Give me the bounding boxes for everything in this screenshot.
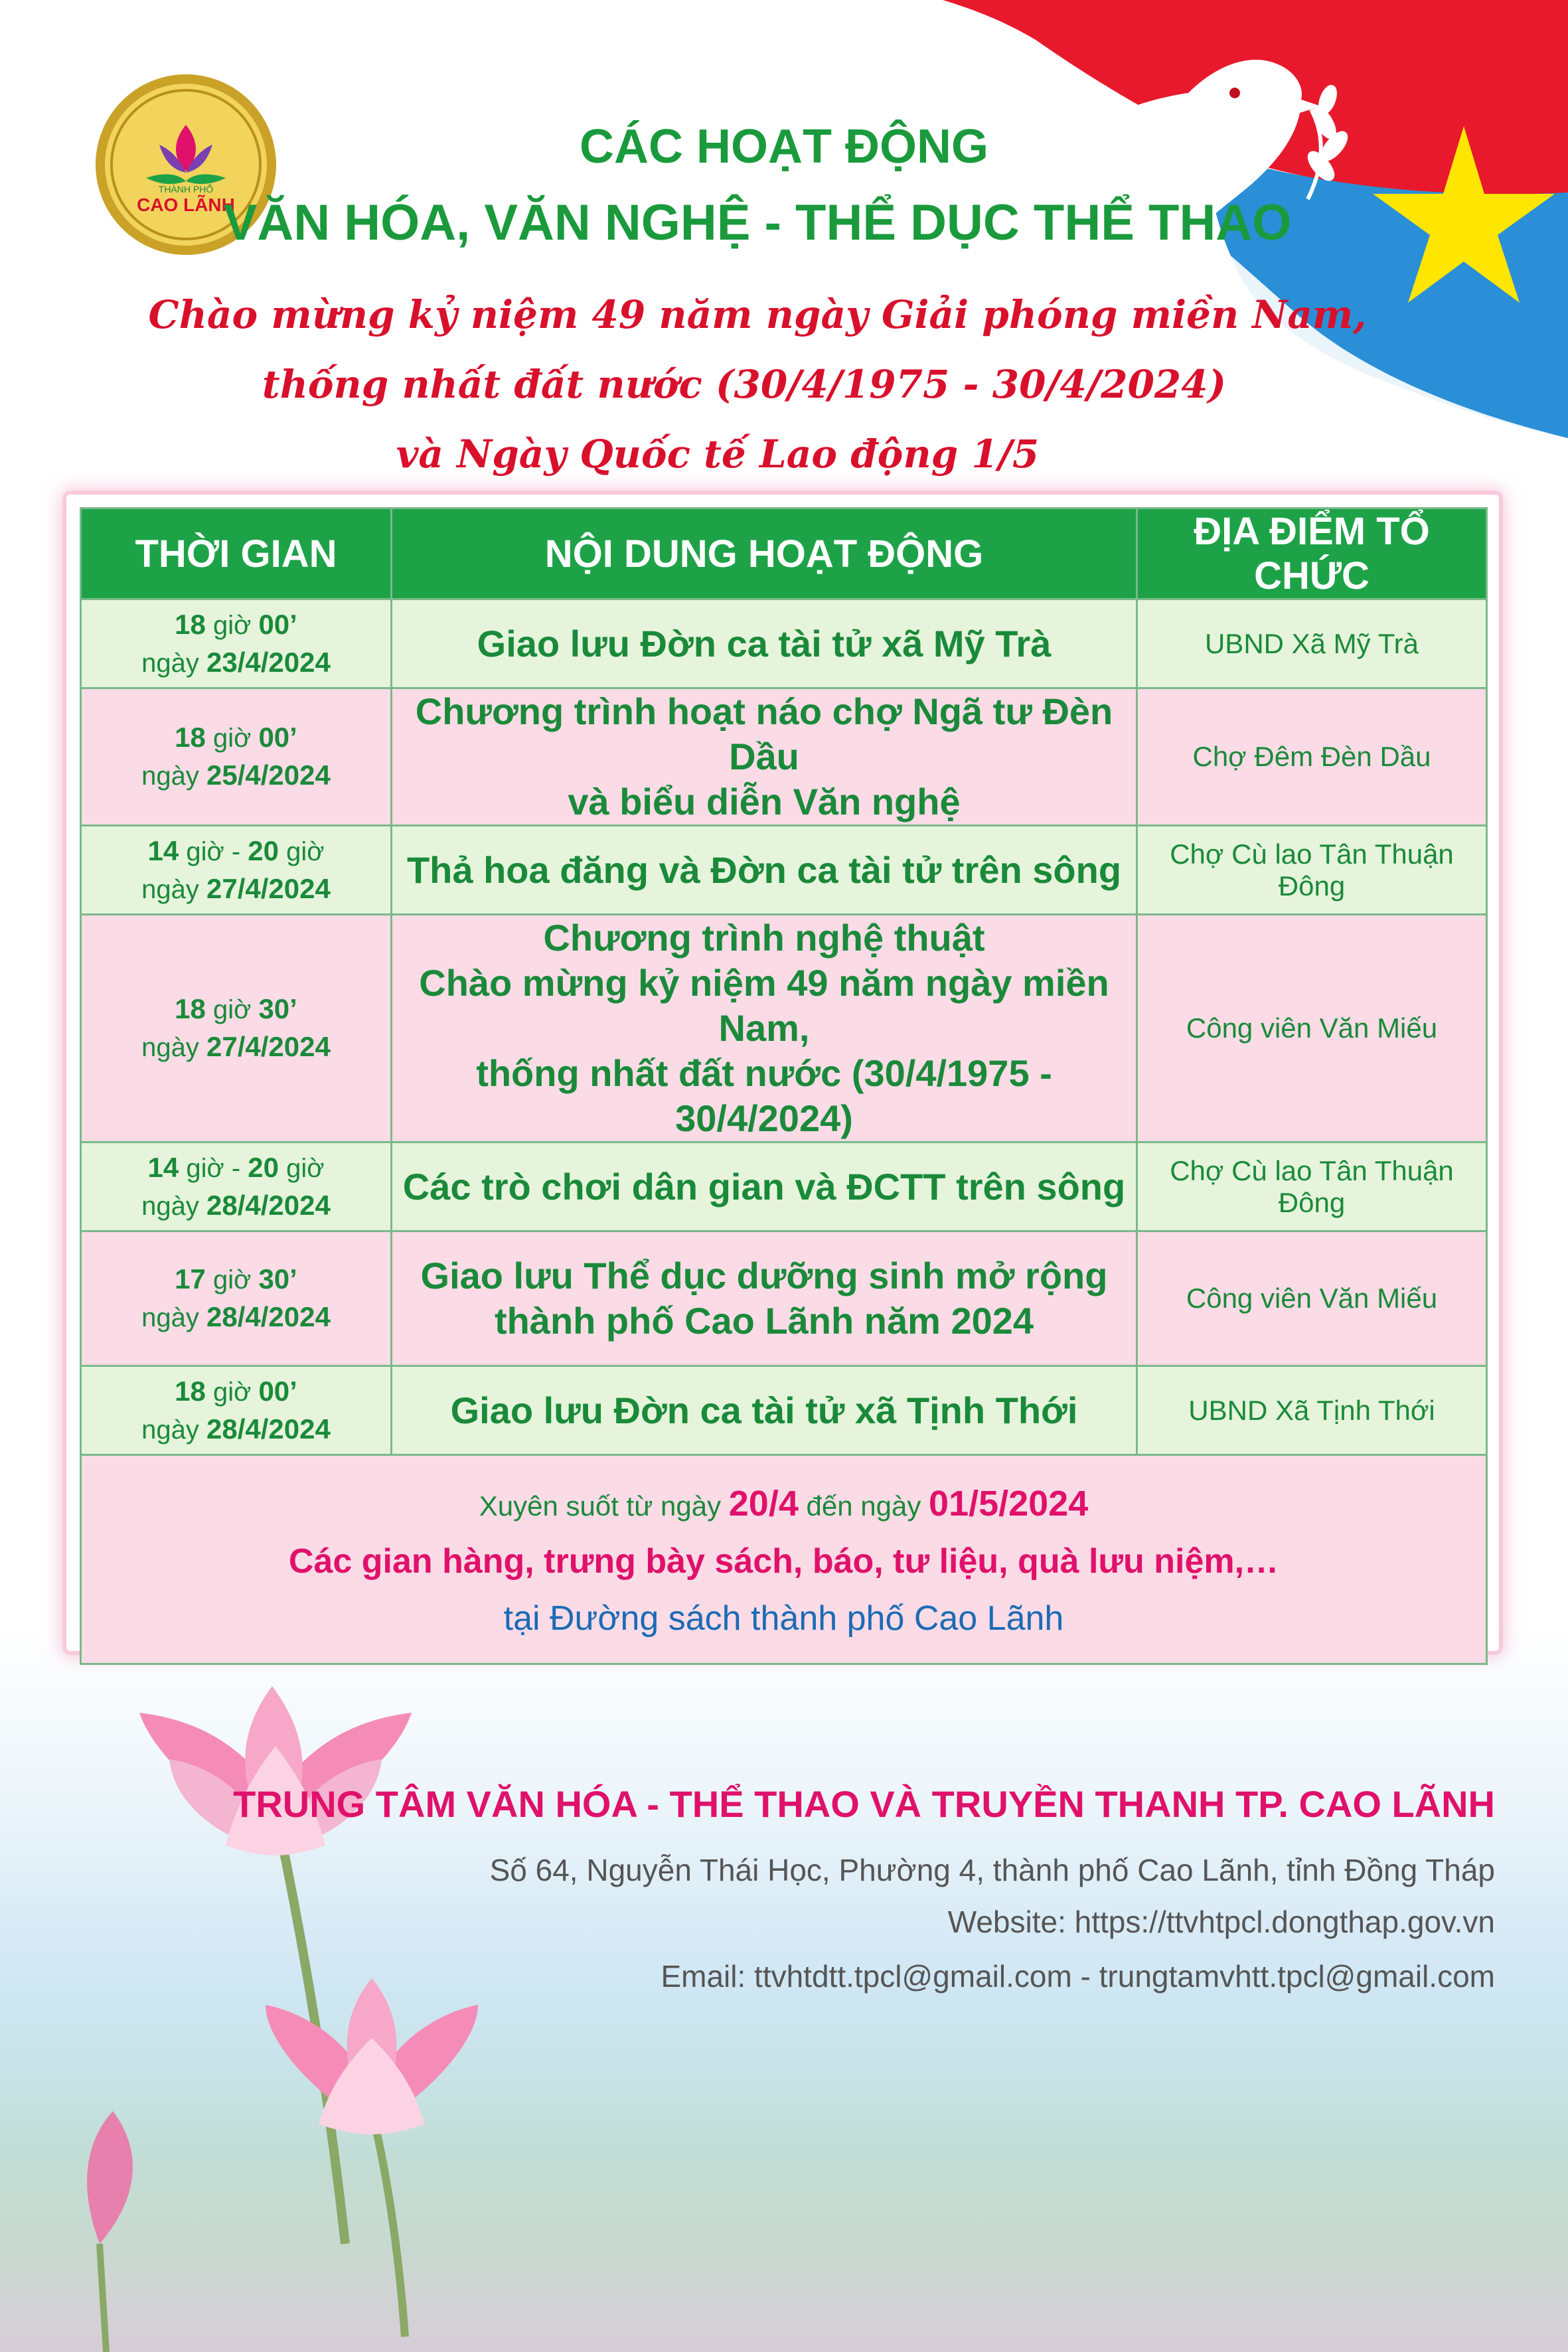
time-unit: giờ — [205, 995, 259, 1024]
place-cell: Công viên Văn Miếu — [1137, 915, 1487, 1142]
footer-end-date: 01/5/2024 — [929, 1484, 1089, 1524]
time-cell — [81, 599, 392, 688]
table-row — [81, 688, 1487, 826]
content-cell — [392, 599, 1137, 688]
content-cell — [392, 1142, 1137, 1231]
date-value: 28/4/2024 — [206, 1413, 331, 1445]
organizer-website: Website: https://ttvhtpcl.dongthap.gov.vn — [947, 1905, 1495, 1939]
time-unit: giờ — [205, 1377, 259, 1407]
footer-text: đến ngày — [798, 1490, 929, 1522]
place-cell: Chợ Đêm Đèn Dầu — [1137, 688, 1487, 826]
footer-line3: tại Đường sách thành phố Cao Lãnh — [503, 1599, 1064, 1638]
subtitle-line1: Chào mừng kỷ niệm 49 năm ngày Giải phóng miền Nam, — [148, 292, 1367, 337]
date-value: 27/4/2024 — [206, 872, 331, 904]
time-unit: giờ - — [179, 836, 248, 866]
date-value: 27/4/2024 — [206, 1031, 331, 1062]
time-unit: giờ — [205, 1265, 259, 1294]
table-row — [81, 915, 1487, 1142]
logo-text-main: CAO LÃNH — [137, 195, 235, 215]
footer-line2: Các gian hàng, trưng bày sách, báo, tư liệu, quà lưu niệm,… — [288, 1542, 1279, 1581]
content-cell — [392, 1366, 1137, 1455]
place-cell: UBND Xã Mỹ Trà — [1137, 599, 1487, 688]
table-row — [81, 599, 1487, 688]
date-prefix: ngày — [141, 648, 206, 678]
page-title-line2: VĂN HÓA, VĂN NGHỆ - THỂ DỤC THỂ THAO — [223, 195, 1292, 251]
time-unit: giờ — [205, 610, 259, 640]
time-cell — [81, 826, 392, 915]
time-minute: 20 — [248, 834, 279, 866]
time-minute: 00’ — [258, 722, 297, 753]
date-prefix: ngày — [141, 874, 206, 904]
organizer-name: TRUNG TÂM VĂN HÓA - THỂ THAO VÀ TRUYỀN THANH TP. CAO LÃNH — [233, 1783, 1495, 1825]
time-hour: 18 — [175, 608, 206, 640]
date-prefix: ngày — [141, 1033, 206, 1062]
time-minute: 30’ — [258, 993, 297, 1024]
table-row — [81, 826, 1487, 915]
content-cell — [392, 915, 1137, 1142]
logo-text-top: THÀNH PHỐ — [158, 184, 214, 195]
date-prefix: ngày — [141, 1191, 206, 1221]
organizer-email: Email: ttvhtdtt.tpcl@gmail.com - trungtamvhtt.tpcl@gmail.com — [661, 1959, 1495, 1994]
time-hour: 14 — [147, 834, 179, 866]
time-unit: giờ — [278, 1153, 325, 1183]
time-cell — [81, 1366, 392, 1455]
date-prefix: ngày — [141, 1303, 206, 1332]
header-content: NỘI DUNG HOẠT ĐỘNG — [392, 509, 1137, 599]
footer-start-date: 20/4 — [728, 1484, 799, 1524]
date-value: 25/4/2024 — [206, 759, 331, 791]
content-line: Chào mừng kỷ niệm 49 năm ngày miền Nam, — [419, 962, 1109, 1049]
content-line: Giao lưu Thể dục dưỡng sinh mở rộng — [420, 1255, 1108, 1296]
time-minute: 00’ — [258, 1375, 297, 1407]
place-cell: Chợ Cù lao Tân Thuận Đông — [1137, 826, 1487, 915]
time-cell — [81, 915, 392, 1142]
header-time: THỜI GIAN — [81, 509, 392, 599]
footer-text: Xuyên suốt từ ngày — [479, 1490, 729, 1522]
content-cell — [392, 688, 1137, 826]
time-cell — [81, 1142, 392, 1231]
place-cell: Công viên Văn Miếu — [1137, 1231, 1487, 1366]
content-line: Giao lưu Đờn ca tài tử xã Tịnh Thới — [450, 1389, 1078, 1431]
footer-line1 — [82, 1477, 1486, 1533]
content-line: Các trò chơi dân gian và ĐCTT trên sông — [402, 1165, 1126, 1208]
organizer-address: Số 64, Nguyễn Thái Học, Phường 4, thành phố Cao Lãnh, tỉnh Đồng Tháp — [489, 1853, 1495, 1887]
subtitle-line3: và Ngày Quốc tế Lao động 1/5 — [396, 431, 1040, 477]
page-title-line1: CÁC HOẠT ĐỘNG — [580, 120, 988, 173]
time-unit: giờ - — [179, 1153, 248, 1183]
content-line: Thả hoa đăng và Đờn ca tài tử trên sông — [406, 848, 1122, 891]
table-row — [81, 1142, 1487, 1231]
date-value: 28/4/2024 — [206, 1301, 331, 1332]
content-line: và biểu diễn Văn nghệ — [568, 781, 961, 823]
table-header-row — [81, 509, 1487, 599]
schedule-table — [80, 507, 1488, 1665]
time-hour: 18 — [175, 993, 206, 1024]
time-minute: 20 — [248, 1151, 279, 1183]
table-row — [81, 1366, 1487, 1455]
content-line: Chương trình nghệ thuật — [543, 917, 985, 959]
subtitle-line2: thống nhất đất nước (30/4/1975 - 30/4/2024) — [262, 362, 1227, 407]
content-line: thành phố Cao Lãnh năm 2024 — [494, 1300, 1034, 1342]
header-place: ĐỊA ĐIỂM TỔ CHỨC — [1137, 509, 1487, 599]
date-prefix: ngày — [141, 761, 206, 791]
content-line: Chương trình hoạt náo chợ Ngã tư Đèn Dầu — [415, 690, 1113, 777]
content-line: thống nhất đất nước (30/4/1975 - 30/4/2024) — [476, 1052, 1052, 1139]
time-cell — [81, 1231, 392, 1366]
content-line: Giao lưu Đờn ca tài tử xã Mỹ Trà — [477, 622, 1052, 665]
table-footer-row — [81, 1455, 1487, 1664]
content-cell — [392, 826, 1137, 915]
time-hour: 18 — [175, 722, 206, 753]
date-prefix: ngày — [141, 1415, 206, 1445]
footer-cell — [81, 1455, 1487, 1664]
time-unit: giờ — [205, 724, 259, 753]
time-hour: 14 — [147, 1151, 179, 1183]
time-hour: 17 — [175, 1263, 206, 1294]
date-value: 23/4/2024 — [206, 646, 331, 678]
place-cell: UBND Xã Tịnh Thới — [1137, 1366, 1487, 1455]
time-cell — [81, 688, 392, 826]
table-row — [81, 1231, 1487, 1366]
time-minute: 30’ — [258, 1263, 297, 1294]
time-unit: giờ — [278, 836, 325, 866]
time-hour: 18 — [175, 1375, 206, 1407]
date-value: 28/4/2024 — [206, 1189, 331, 1221]
place-cell: Chợ Cù lao Tân Thuận Đông — [1137, 1142, 1487, 1231]
time-minute: 00’ — [258, 608, 297, 640]
content-cell — [392, 1231, 1137, 1366]
